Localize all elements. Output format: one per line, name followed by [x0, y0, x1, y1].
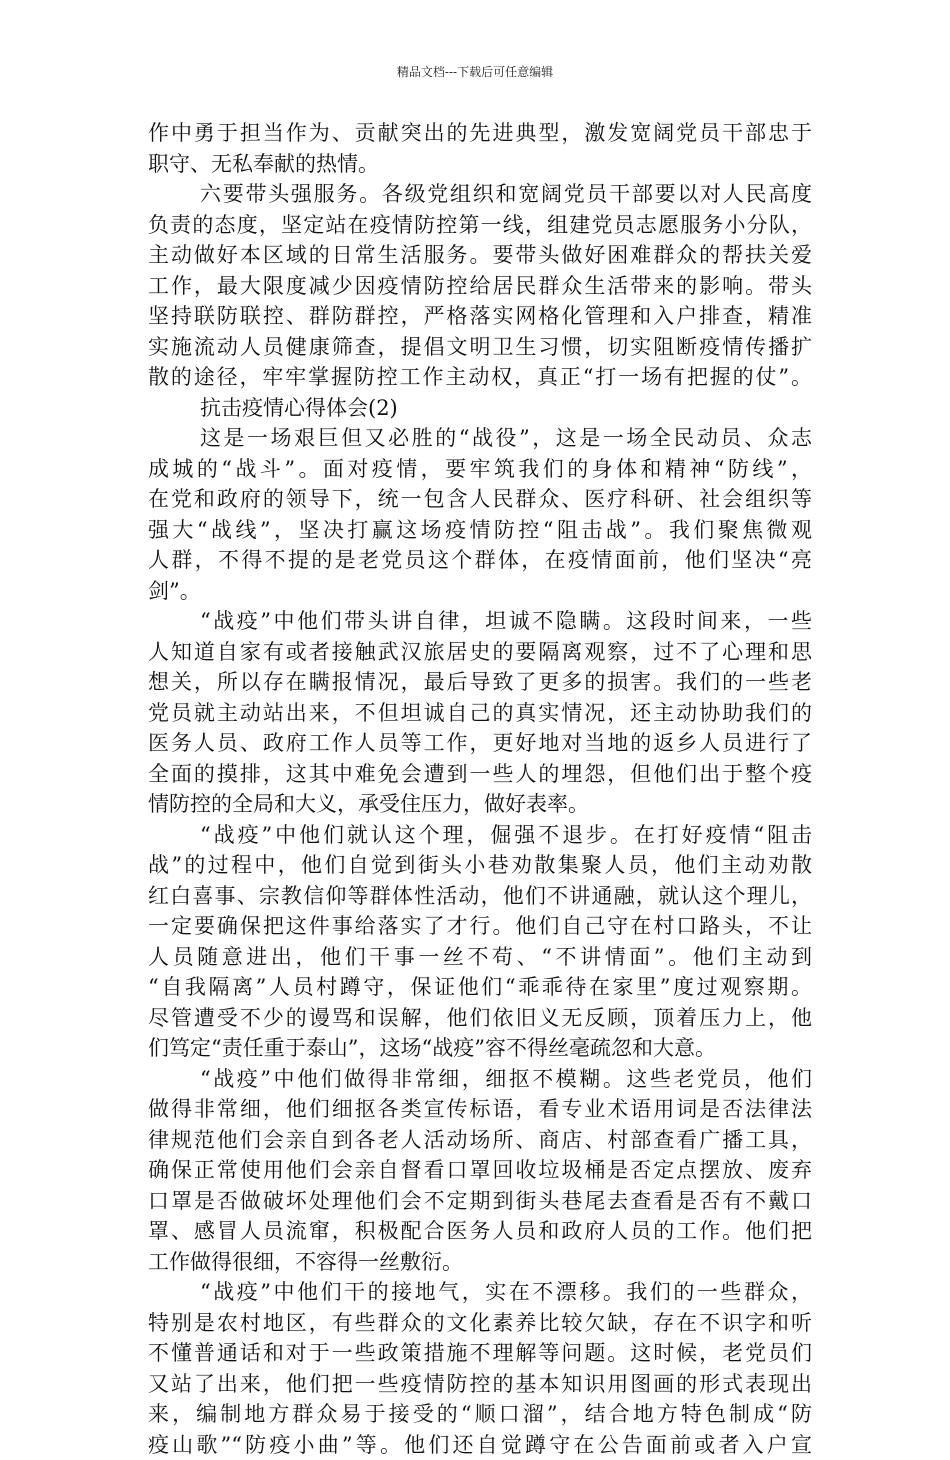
text-line: 做得非常细，他们细抠各类宣传标语，看专业术语用词是否法律法 [148, 1094, 812, 1125]
page-header: 精品文档---下载后可任意编辑 [0, 64, 950, 80]
text-line: 又站了出来，他们把一些疫情防控的基本知识用图画的形式表现出 [148, 1369, 812, 1400]
text-line: 在党和政府的领导下，统一包含人民群众、医疗科研、社会组织等 [148, 484, 812, 515]
text-line: 抗击疫情心得体会(2) [148, 393, 812, 424]
text-line: 主动做好本区域的日常生活服务。要带头做好困难群众的帮扶关爱 [148, 240, 812, 271]
text-line: 六要带头强服务。各级党组织和宽阔党员干部要以对人民高度 [148, 179, 812, 210]
text-line: “战疫”中他们干的接地气，实在不漂移。我们的一些群众， [148, 1277, 812, 1308]
text-line: 负责的态度，坚定站在疫情防控第一线，组建党员志愿服务小分队， [148, 210, 812, 241]
text-line: 这是一场艰巨但又必胜的“战役”，这是一场全民动员、众志 [148, 423, 812, 454]
text-line: 强大“战线”，坚决打赢这场疫情防控“阻击战”。我们聚焦微观 [148, 515, 812, 546]
text-line: 疫山歌”“防疫小曲”等。他们还自觉蹲守在公告面前或者入户宣 [148, 1430, 812, 1460]
text-line: 人员随意进出，他们干事一丝不苟、“不讲情面”。他们主动到 [148, 942, 812, 973]
text-line: 职守、无私奉献的热情。 [148, 149, 812, 180]
text-line: 人知道自家有或者接触武汉旅居史的要隔离观察，过不了心理和思 [148, 637, 812, 668]
text-line: 工作，最大限度减少因疫情防控给居民群众生活带来的影响。带头 [148, 271, 812, 302]
text-line: 罩、感冒人员流窜，积极配合医务人员和政府人员的工作。他们把 [148, 1216, 812, 1247]
text-line: 一定要确保把这件事给落实了才行。他们自己守在村口路头，不让 [148, 911, 812, 942]
text-line: 来，编制地方群众易于接受的“顺口溜”，结合地方特色制成“防 [148, 1399, 812, 1430]
text-line: 口罩是否做破坏处理他们会不定期到街头巷尾去查看是否有不戴口 [148, 1186, 812, 1217]
document-body [148, 118, 812, 1460]
text-line: 律规范他们会亲自到各老人活动场所、商店、村部查看广播工具， [148, 1125, 812, 1156]
text-line: “战疫”中他们就认这个理，倔强不退步。在打好疫情“阻击 [148, 820, 812, 851]
text-line: 党员就主动站出来，不但坦诚自己的真实情况，还主动协助我们的 [148, 698, 812, 729]
text-line: 特别是农村地区，有些群众的文化素养比较欠缺，存在不识字和听 [148, 1308, 812, 1339]
text-line: 们笃定“责任重于泰山”，这场“战疫”容不得丝毫疏忽和大意。 [148, 1033, 812, 1064]
text-line: 作中勇于担当作为、贡献突出的先进典型，激发宽阔党员干部忠于 [148, 118, 812, 149]
text-line: 工作做得很细，不容得一丝敷衍。 [148, 1247, 812, 1278]
text-line: 散的途径，牢牢掌握防控工作主动权，真正“打一场有把握的仗”。 [148, 362, 812, 393]
text-line: “战疫”中他们带头讲自律，坦诚不隐瞒。这段时间来，一些 [148, 606, 812, 637]
text-line: 剑”。 [148, 576, 812, 607]
text-line: 尽管遭受不少的谩骂和误解，他们依旧义无反顾，顶着压力上，他 [148, 1003, 812, 1034]
text-line: “自我隔离”人员村蹲守，保证他们“乖乖待在家里”度过观察期。 [148, 972, 812, 1003]
text-line: 实施流动人员健康筛查，提倡文明卫生习惯，切实阻断疫情传播扩 [148, 332, 812, 363]
text-line: 想关，所以存在瞒报情况，最后导致了更多的损害。我们的一些老 [148, 667, 812, 698]
text-line: 情防控的全局和大义，承受住压力，做好表率。 [148, 789, 812, 820]
text-line: 坚持联防联控、群防群控，严格落实网格化管理和入户排查，精准 [148, 301, 812, 332]
text-line: “战疫”中他们做得非常细，细抠不模糊。这些老党员，他们 [148, 1064, 812, 1095]
text-line: 不懂普通话和对于一些政策措施不理解等问题。这时候，老党员们 [148, 1338, 812, 1369]
text-line: 成城的“战斗”。面对疫情，要牢筑我们的身体和精神“防线”， [148, 454, 812, 485]
text-line: 战”的过程中，他们自觉到街头小巷劝散集聚人员，他们主动劝散 [148, 850, 812, 881]
text-line: 红白喜事、宗教信仰等群体性活动，他们不讲通融，就认这个理儿， [148, 881, 812, 912]
text-line: 确保正常使用他们会亲自督看口罩回收垃圾桶是否定点摆放、废弃 [148, 1155, 812, 1186]
text-line: 医务人员、政府工作人员等工作，更好地对当地的返乡人员进行了 [148, 728, 812, 759]
text-line: 人群，不得不提的是老党员这个群体，在疫情面前，他们坚决“亮 [148, 545, 812, 576]
text-line: 全面的摸排，这其中难免会遭到一些人的埋怨，但他们出于整个疫 [148, 759, 812, 790]
